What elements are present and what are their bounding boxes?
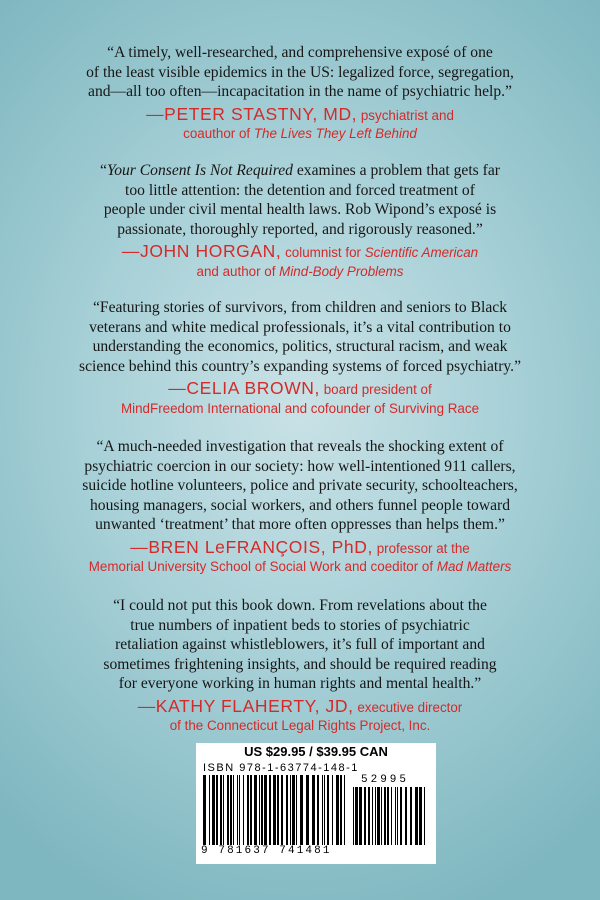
barcode-bar (277, 775, 279, 845)
barcode-bar (261, 775, 263, 845)
barcode-bar (216, 775, 218, 845)
barcode-bar (312, 775, 315, 845)
author-name: —BREN LeFRANÇOIS, PhD, (130, 536, 373, 557)
publication-title: Scientific American (364, 245, 479, 261)
barcode-bar (296, 775, 297, 845)
barcode-bar (355, 787, 358, 845)
barcode-bar (264, 775, 267, 845)
barcode-bar (359, 787, 362, 845)
author-name: —CELIA BROWN, (168, 378, 321, 399)
author-name: —JOHN HORGAN, (121, 241, 282, 262)
blurb-attribution: —CELIA BROWN, board president of MindFreedom International and cofounder of Surviving Race (0, 379, 600, 418)
barcode-bar (372, 787, 373, 845)
barcode-bar (332, 775, 333, 845)
book-title: The Lives They Left Behind (253, 126, 417, 142)
ean-digits: 9 781637 741481 (201, 845, 332, 857)
barcode-bar (220, 775, 222, 845)
blurb-attribution: —BREN LeFRANÇOIS, PhD, professor at the Memorial University School of Social Work and coeditor of Mad Matters (88, 536, 512, 575)
blurb-celia-brown (0, 298, 600, 418)
barcode-bar (254, 775, 257, 845)
blurb-attribution: —PETER STASTNY, MD, psychiatrist and coauthor of The Lives They Left Behind (146, 103, 454, 142)
barcode-bar (292, 775, 295, 845)
barcode-bar (212, 775, 215, 845)
barcode-bar (397, 787, 398, 845)
barcode-bar (344, 775, 345, 845)
barcode-bar (269, 775, 271, 845)
barcode-bar (324, 775, 325, 845)
barcode-bar (340, 775, 342, 845)
barcode-bar (375, 787, 376, 845)
author-role: psychiatrist and (357, 107, 454, 123)
blurb-text: “Featuring stories of survivors, from children and seniors to Black veterans and white medical professionals, it’s a vital contribution to understanding the economics, politics, structural racism, and weak science behind this country’s expanding systems of forced psychiatry.” (79, 299, 521, 375)
barcode-bar (209, 775, 210, 845)
isbn-label: ISBN 978-1-63774-148-1 (203, 762, 359, 774)
barcode-bar (259, 775, 260, 845)
blurb-text: “A much-needed investigation that reveals the shocking extent of psychiatric coercion in our society: how well-intentioned 911 callers, suicide hotline volunteers, police and private security, schoolteachers, housing managers, social workers, and others funnel people toward unwanted ‘treatment’ that more often oppresses than helps them.” (82, 438, 518, 534)
barcode-bar (327, 775, 329, 845)
barcode-bar (300, 775, 303, 845)
author-role: of the Connecticut Legal Rights Project, Inc. (169, 718, 431, 734)
barcode-bar (227, 775, 229, 845)
barcode-bar (419, 787, 422, 845)
blurb-bren-lefrancois (0, 437, 600, 577)
barcode-bar (364, 787, 366, 845)
barcode-bar (405, 787, 407, 845)
barcode-bar (237, 775, 238, 845)
barcode-bar (286, 775, 288, 845)
book-title: Your Consent Is Not Required (106, 162, 293, 179)
author-name: —KATHY FLAHERTY, JD, (137, 695, 354, 716)
barcode-bar (395, 787, 396, 845)
barcode-bar (223, 775, 224, 845)
barcode-bar (317, 775, 319, 845)
barcode-bar (290, 775, 291, 845)
blurb-text: “Your Consent Is Not Required examines a problem that gets far too little attention: the detention and forced treatment of people under civil mental health laws. Rob Wipond’s exposé is passionate, thoroughly reported, and rigorously reasoned.” (100, 162, 500, 238)
blurb-text: “I could not put this book down. From revelations about the true numbers of inpatient beds to stories of psychiatric retaliation against whistleblowers, it’s full of important and sometimes frightening insights, and should be required reading for everyone working in human rights and mental health.” (103, 597, 497, 693)
barcode-bar (306, 775, 309, 845)
blurb-text: “A timely, well-researched, and comprehensive exposé of one of the least visible epidemics in the US: legalized force, segregation, and—all too often—incapacitation in the name of psychiatric help.” (86, 44, 514, 101)
barcode-bar (247, 775, 249, 845)
author-role: MindFreedom International and cofounder of Surviving Race (120, 400, 480, 416)
barcode-bar (336, 775, 339, 845)
barcode-bar (387, 787, 389, 845)
addon-barcode-bars (353, 787, 427, 845)
barcode-bar (400, 787, 402, 845)
price-label: US $29.95 / $39.95 CAN (244, 744, 388, 759)
blurb-attribution: —KATHY FLAHERTY, JD, executive director of the Connecticut Legal Rights Project, Inc. (0, 697, 600, 736)
barcode-bar (381, 787, 382, 845)
barcode-bar (281, 775, 283, 845)
barcode-box (196, 743, 436, 864)
barcode-bar (250, 775, 252, 845)
barcode-bar (391, 787, 392, 845)
barcode-bar (410, 787, 412, 845)
barcode-bar (353, 787, 354, 845)
blurb-peter-stastny (0, 43, 600, 144)
barcode-bar (243, 775, 244, 845)
author-name: —PETER STASTNY, MD, (146, 103, 358, 124)
barcode-bar (368, 787, 370, 845)
barcode-bars (203, 775, 346, 845)
barcode-bar (233, 775, 234, 845)
barcode-bar (239, 775, 240, 845)
blurb-kathy-flaherty (0, 596, 600, 736)
barcode-bar (377, 787, 380, 845)
barcode-bar (415, 787, 418, 845)
addon-digits: 52995 (361, 774, 410, 786)
book-title: Mad Matters (436, 559, 512, 575)
blurb-john-horgan (0, 161, 600, 281)
barcode-bar (322, 775, 323, 845)
barcode-bar (230, 775, 232, 845)
blurb-attribution: —JOHN HORGAN, columnist for Scientific American and author of Mind-Body Problems (121, 241, 479, 279)
book-title: Mind-Body Problems (279, 263, 404, 279)
barcode-bar (424, 787, 425, 845)
barcode-bar (384, 787, 386, 845)
barcode-bar (203, 775, 206, 845)
barcode-bar (273, 775, 276, 845)
